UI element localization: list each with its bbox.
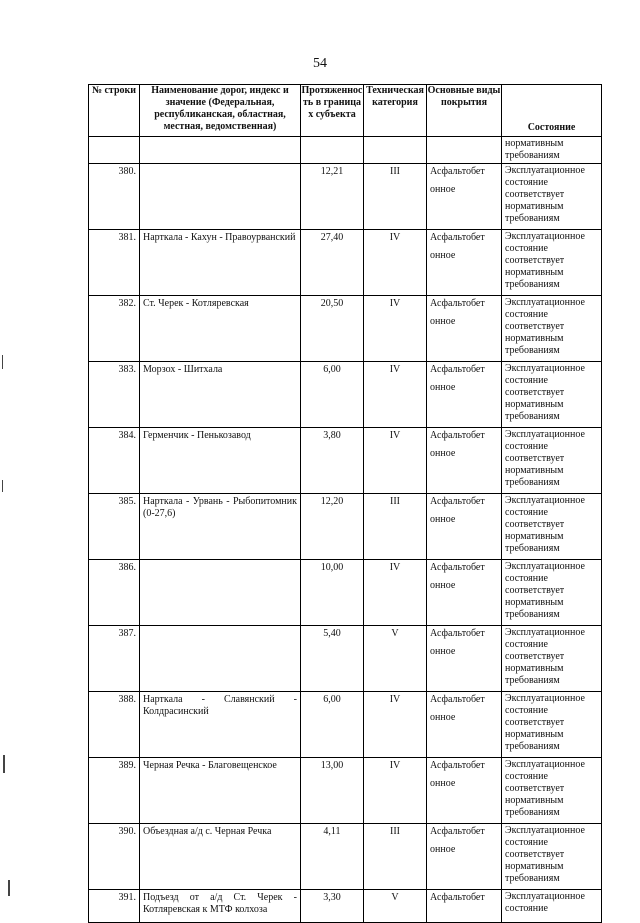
status-line: требованиям bbox=[505, 807, 560, 818]
scan-mark bbox=[2, 480, 3, 492]
cell-road-name bbox=[140, 164, 301, 230]
header-coverage: Основные виды покрытия bbox=[427, 85, 502, 137]
cell-category: III bbox=[364, 824, 427, 890]
cell-length: 6,00 bbox=[301, 692, 364, 758]
cell-status bbox=[502, 560, 602, 626]
cell-number: 384. bbox=[89, 428, 140, 494]
coverage-line: Асфальтобет bbox=[430, 694, 485, 705]
header-category: Техническая категория bbox=[364, 85, 427, 137]
status-line: состояние bbox=[505, 705, 548, 716]
table-row bbox=[89, 164, 602, 230]
cell-length: 10,00 bbox=[301, 560, 364, 626]
cell-status bbox=[502, 494, 602, 560]
cell-status bbox=[502, 137, 602, 164]
status-line: требованиям bbox=[505, 543, 560, 554]
scan-mark bbox=[3, 755, 5, 773]
cell-category: V bbox=[364, 626, 427, 692]
status-line: нормативным bbox=[505, 138, 564, 149]
coverage-line: онное bbox=[430, 580, 456, 591]
cell-number: 386. bbox=[89, 560, 140, 626]
cell-coverage bbox=[427, 164, 502, 230]
status-line: соответствует bbox=[505, 651, 565, 662]
table-row bbox=[89, 626, 602, 692]
cell-status bbox=[502, 824, 602, 890]
scan-mark bbox=[8, 880, 10, 896]
cell-coverage bbox=[427, 137, 502, 164]
status-line: состояние bbox=[505, 177, 548, 188]
cell-coverage bbox=[427, 824, 502, 890]
status-line: требованиям bbox=[505, 279, 560, 290]
header-row bbox=[89, 85, 602, 137]
cell-status bbox=[502, 758, 602, 824]
cell-length: 27,40 bbox=[301, 230, 364, 296]
cell-coverage bbox=[427, 362, 502, 428]
cell-status bbox=[502, 362, 602, 428]
table-row bbox=[89, 758, 602, 824]
status-line: соответствует bbox=[505, 453, 565, 464]
cell-status bbox=[502, 626, 602, 692]
status-line: соответствует bbox=[505, 783, 565, 794]
cell-status bbox=[502, 428, 602, 494]
cell-status bbox=[502, 164, 602, 230]
status-line: нормативным bbox=[505, 663, 564, 674]
status-line: состояние bbox=[505, 903, 548, 914]
status-line: соответствует bbox=[505, 255, 565, 266]
status-line: состояние bbox=[505, 375, 548, 386]
cell-number: 381. bbox=[89, 230, 140, 296]
cell-status bbox=[502, 296, 602, 362]
cell-coverage bbox=[427, 758, 502, 824]
cell-coverage bbox=[427, 692, 502, 758]
cell-length: 3,80 bbox=[301, 428, 364, 494]
status-line: состояние bbox=[505, 639, 548, 650]
status-line: требованиям bbox=[505, 741, 560, 752]
status-line: требованиям bbox=[505, 345, 560, 356]
cell-number: 388. bbox=[89, 692, 140, 758]
coverage-line: онное bbox=[430, 184, 456, 195]
cell-road-name: Нарткала - Кахун - Правоурванский bbox=[140, 230, 301, 296]
table-row bbox=[89, 692, 602, 758]
status-line: требованиям bbox=[505, 411, 560, 422]
header-length: Протяженность в границах субъекта bbox=[301, 85, 364, 137]
table-row bbox=[89, 362, 602, 428]
coverage-line: онное bbox=[430, 778, 456, 789]
cell-category: IV bbox=[364, 230, 427, 296]
status-line: нормативным bbox=[505, 465, 564, 476]
cell-coverage bbox=[427, 890, 502, 923]
cell-road-name: Нарткала - Урвань - Рыбопитомник (0-27,6) bbox=[140, 494, 301, 560]
status-line: требованиям bbox=[505, 609, 560, 620]
table-row bbox=[89, 230, 602, 296]
status-line: требованиям bbox=[505, 213, 560, 224]
cell-number: 391. bbox=[89, 890, 140, 923]
cell-category: III bbox=[364, 494, 427, 560]
header-status: Состояние bbox=[502, 85, 602, 137]
status-line: состояние bbox=[505, 573, 548, 584]
coverage-line: Асфальтобет bbox=[430, 496, 485, 507]
table-row bbox=[89, 890, 602, 923]
page-number: 54 bbox=[313, 56, 327, 71]
table-row bbox=[89, 428, 602, 494]
cell-status bbox=[502, 230, 602, 296]
cell-coverage bbox=[427, 296, 502, 362]
coverage-line: онное bbox=[430, 712, 456, 723]
cell-road-name: Нарткала - Славянский - Колдрасинский bbox=[140, 692, 301, 758]
status-line: состояние bbox=[505, 441, 548, 452]
coverage-line: Асфальтобет bbox=[430, 562, 485, 573]
status-line: состояние bbox=[505, 507, 548, 518]
cell-status bbox=[502, 890, 602, 923]
cell-number: 383. bbox=[89, 362, 140, 428]
status-line: требованиям bbox=[505, 873, 560, 884]
cell-length: 6,00 bbox=[301, 362, 364, 428]
coverage-line: Асфальтобет bbox=[430, 364, 485, 375]
status-line: нормативным bbox=[505, 201, 564, 212]
status-line: соответствует bbox=[505, 585, 565, 596]
status-line: состояние bbox=[505, 837, 548, 848]
cell-road-name: Подъезд от а/д Ст. Черек - Котляревская к МТФ колхоза bbox=[140, 890, 301, 923]
coverage-line: онное bbox=[430, 250, 456, 261]
header-road-name: Наименование дорог, индекс и значение (Федеральная, республиканская, областная, местная, ведомственная) bbox=[140, 85, 301, 137]
status-line: Эксплуатационное bbox=[505, 165, 585, 176]
cell-coverage bbox=[427, 428, 502, 494]
cell-number: 390. bbox=[89, 824, 140, 890]
coverage-line: Асфальтобет bbox=[430, 760, 485, 771]
status-line: Эксплуатационное bbox=[505, 693, 585, 704]
status-line: соответствует bbox=[505, 717, 565, 728]
status-line: Эксплуатационное bbox=[505, 627, 585, 638]
status-line: Эксплуатационное bbox=[505, 429, 585, 440]
coverage-line: Асфальтобет bbox=[430, 628, 485, 639]
coverage-line: онное bbox=[430, 844, 456, 855]
cell-category: IV bbox=[364, 428, 427, 494]
table-row bbox=[89, 560, 602, 626]
status-line: нормативным bbox=[505, 531, 564, 542]
cell-category: IV bbox=[364, 362, 427, 428]
cell-category: IV bbox=[364, 692, 427, 758]
cell-number: 385. bbox=[89, 494, 140, 560]
cell-length: 12,20 bbox=[301, 494, 364, 560]
cell-status bbox=[502, 692, 602, 758]
status-line: требованиям bbox=[505, 675, 560, 686]
cell-category: V bbox=[364, 890, 427, 923]
table-row bbox=[89, 296, 602, 362]
cell-category: III bbox=[364, 164, 427, 230]
cell-number: 387. bbox=[89, 626, 140, 692]
status-line: Эксплуатационное bbox=[505, 231, 585, 242]
cell-length: 13,00 bbox=[301, 758, 364, 824]
cell-category: IV bbox=[364, 560, 427, 626]
status-line: нормативным bbox=[505, 597, 564, 608]
status-line: соответствует bbox=[505, 519, 565, 530]
cell-road-name bbox=[140, 626, 301, 692]
status-line: состояние bbox=[505, 309, 548, 320]
status-line: Эксплуатационное bbox=[505, 891, 585, 902]
status-line: соответствует bbox=[505, 849, 565, 860]
status-line: состояние bbox=[505, 243, 548, 254]
cell-road-name: Герменчик - Пенькозавод bbox=[140, 428, 301, 494]
status-line: нормативным bbox=[505, 267, 564, 278]
cell-category bbox=[364, 137, 427, 164]
coverage-line: онное bbox=[430, 646, 456, 657]
continuation-row bbox=[89, 137, 602, 164]
coverage-line: Асфальтобет bbox=[430, 826, 485, 837]
cell-category: IV bbox=[364, 758, 427, 824]
cell-road-name: Объездная а/д с. Черная Речка bbox=[140, 824, 301, 890]
status-line: нормативным bbox=[505, 399, 564, 410]
status-line: нормативным bbox=[505, 861, 564, 872]
status-line: Эксплуатационное bbox=[505, 561, 585, 572]
header-number: № строки bbox=[89, 85, 140, 137]
coverage-line: онное bbox=[430, 448, 456, 459]
status-line: Эксплуатационное bbox=[505, 297, 585, 308]
cell-road-name: Черная Речка - Благовещенское bbox=[140, 758, 301, 824]
roads-table bbox=[88, 84, 602, 923]
table-row bbox=[89, 824, 602, 890]
cell-number: 389. bbox=[89, 758, 140, 824]
status-line: соответствует bbox=[505, 189, 565, 200]
cell-coverage bbox=[427, 494, 502, 560]
cell-coverage bbox=[427, 560, 502, 626]
cell-road-name: Морзох - Шитхала bbox=[140, 362, 301, 428]
status-line: требованиям bbox=[505, 477, 560, 488]
cell-road-name: Ст. Черек - Котляревская bbox=[140, 296, 301, 362]
cell-coverage bbox=[427, 626, 502, 692]
coverage-line: Асфальтобет bbox=[430, 892, 485, 903]
cell-category: IV bbox=[364, 296, 427, 362]
coverage-line: Асфальтобет bbox=[430, 166, 485, 177]
status-line: нормативным bbox=[505, 795, 564, 806]
coverage-line: Асфальтобет bbox=[430, 232, 485, 243]
scan-mark bbox=[2, 355, 3, 369]
cell-length: 4,11 bbox=[301, 824, 364, 890]
cell-coverage bbox=[427, 230, 502, 296]
status-line: состояние bbox=[505, 771, 548, 782]
status-line: Эксплуатационное bbox=[505, 759, 585, 770]
status-line: требованиям bbox=[505, 150, 560, 161]
cell-length: 20,50 bbox=[301, 296, 364, 362]
cell-road-name bbox=[140, 137, 301, 164]
table-row bbox=[89, 494, 602, 560]
cell-length bbox=[301, 137, 364, 164]
status-line: нормативным bbox=[505, 333, 564, 344]
coverage-line: онное bbox=[430, 382, 456, 393]
cell-number: 382. bbox=[89, 296, 140, 362]
coverage-line: Асфальтобет bbox=[430, 298, 485, 309]
status-line: соответствует bbox=[505, 321, 565, 332]
coverage-line: онное bbox=[430, 316, 456, 327]
cell-length: 12,21 bbox=[301, 164, 364, 230]
status-line: Эксплуатационное bbox=[505, 825, 585, 836]
status-line: нормативным bbox=[505, 729, 564, 740]
coverage-line: онное bbox=[430, 514, 456, 525]
cell-length: 3,30 bbox=[301, 890, 364, 923]
cell-number: 380. bbox=[89, 164, 140, 230]
cell-length: 5,40 bbox=[301, 626, 364, 692]
status-line: соответствует bbox=[505, 387, 565, 398]
cell-number bbox=[89, 137, 140, 164]
status-line: Эксплуатационное bbox=[505, 363, 585, 374]
status-line: Эксплуатационное bbox=[505, 495, 585, 506]
cell-road-name bbox=[140, 560, 301, 626]
coverage-line: Асфальтобет bbox=[430, 430, 485, 441]
